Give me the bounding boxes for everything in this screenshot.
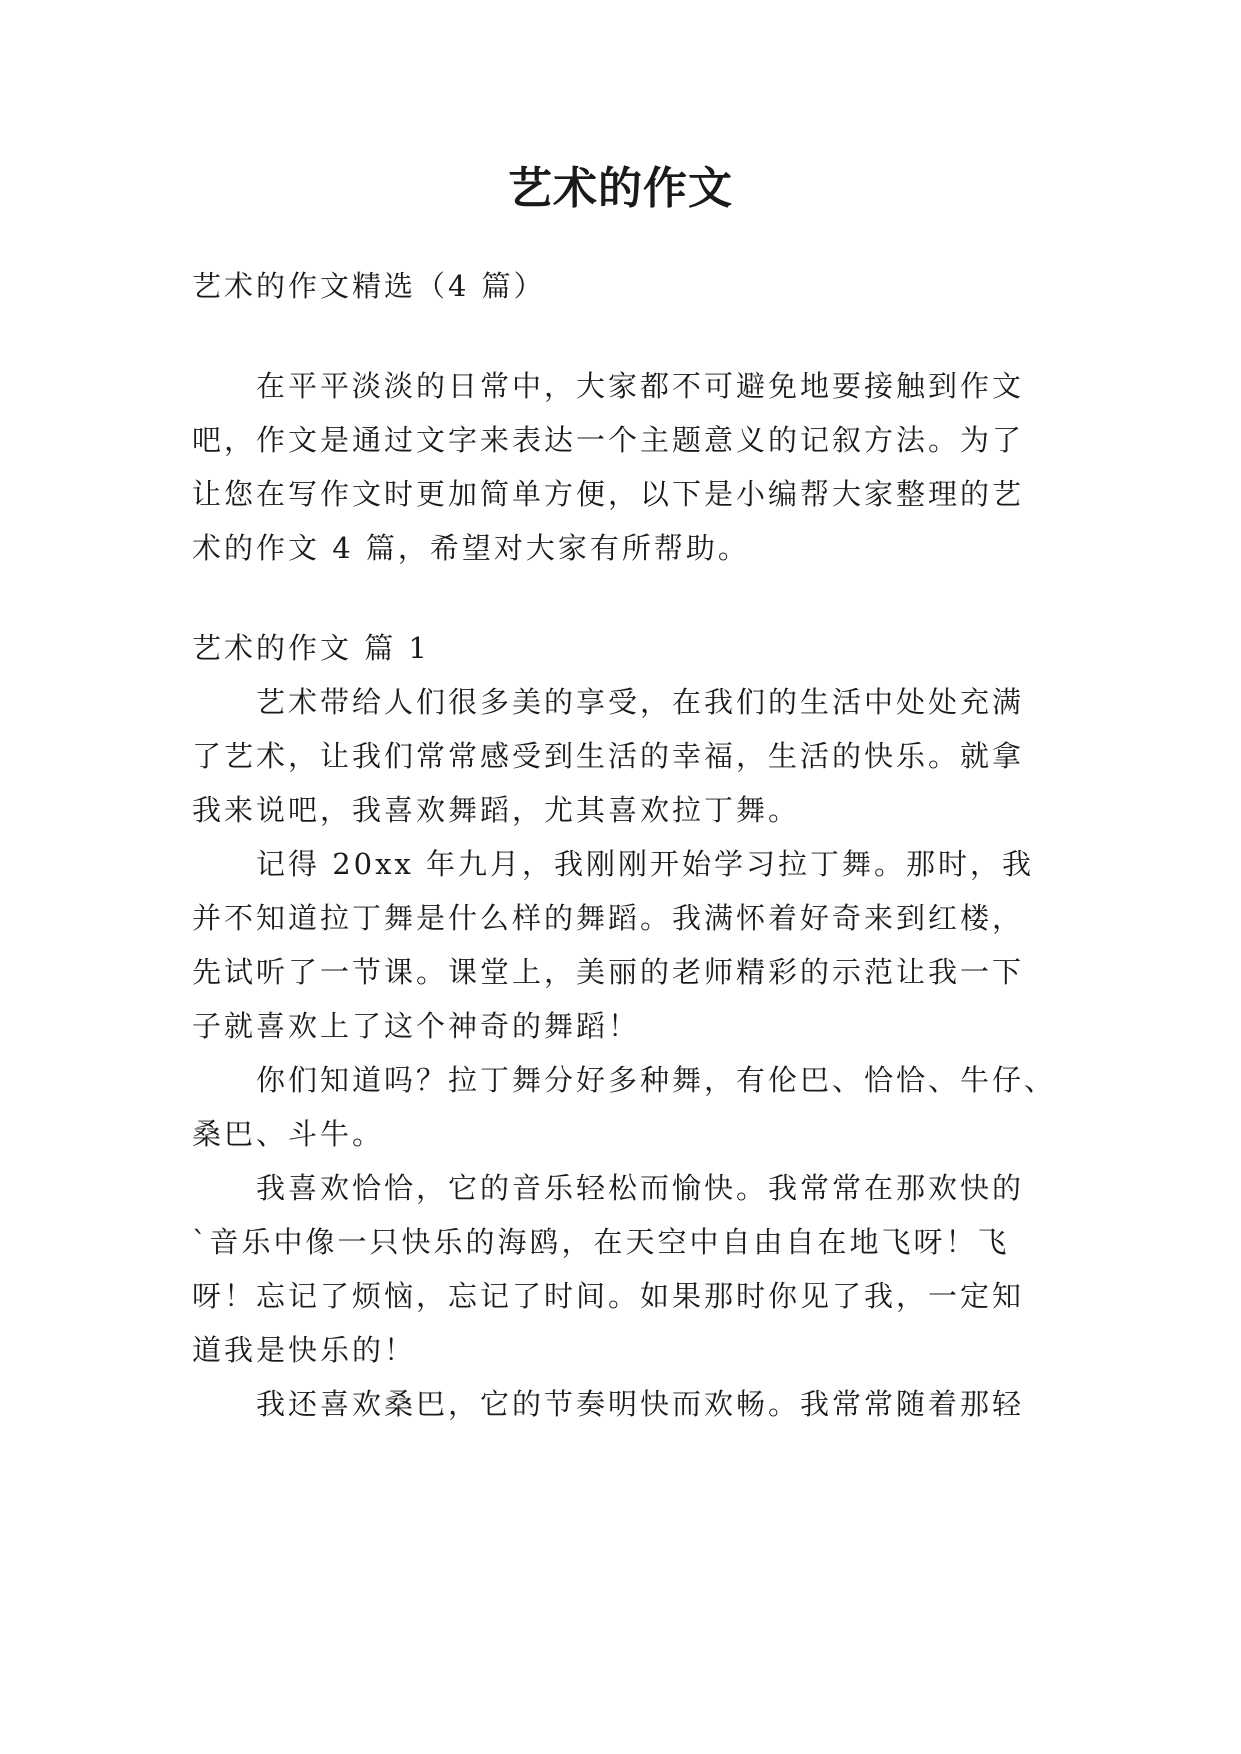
paragraph-line: 我喜欢恰恰，它的音乐轻松而愉快。我常常在那欢快的: [256, 1171, 1025, 1205]
document-title: 艺术的作文: [508, 163, 733, 214]
paragraph-line: 先试听了一节课。课堂上，美丽的老师精彩的示范让我一下: [192, 955, 1025, 989]
intro-line: 吧，作文是通过文字来表达一个主题意义的记叙方法。为了: [192, 423, 1025, 457]
intro-line: 术的作文 4 篇，希望对大家有所帮助。: [192, 531, 750, 565]
document-subtitle: 艺术的作文精选（4 篇）: [192, 269, 546, 303]
paragraph-line: 呀！忘记了烦恼，忘记了时间。如果那时你见了我，一定知: [192, 1279, 1025, 1313]
intro-line: 让您在写作文时更加简单方便，以下是小编帮大家整理的艺: [192, 477, 1025, 511]
paragraph-line: 道我是快乐的！: [192, 1333, 417, 1367]
paragraph-line: 了艺术，让我们常常感受到生活的幸福，生活的快乐。就拿: [192, 739, 1025, 773]
paragraph-line: 我还喜欢桑巴，它的节奏明快而欢畅。我常常随着那轻: [256, 1387, 1025, 1421]
section-heading: 艺术的作文 篇 1: [192, 631, 430, 665]
paragraph-line: 并不知道拉丁舞是什么样的舞蹈。我满怀着好奇来到红楼，: [192, 901, 1025, 935]
paragraph-line: 你们知道吗？拉丁舞分好多种舞，有伦巴、恰恰、牛仔、: [256, 1063, 1057, 1097]
paragraph-line: 我来说吧，我喜欢舞蹈，尤其喜欢拉丁舞。: [192, 793, 801, 827]
paragraph-line: `音乐中像一只快乐的海鸥，在天空中自由自在地飞呀！飞: [192, 1225, 1010, 1259]
paragraph-line: 艺术带给人们很多美的享受，在我们的生活中处处充满: [256, 685, 1025, 719]
paragraph-line: 子就喜欢上了这个神奇的舞蹈！: [192, 1009, 641, 1043]
paragraph-line: 桑巴、斗牛。: [192, 1117, 385, 1151]
paragraph-line: 记得 20xx 年九月，我刚刚开始学习拉丁舞。那时，我: [256, 847, 1035, 881]
intro-line: 在平平淡淡的日常中，大家都不可避免地要接触到作文: [256, 369, 1025, 403]
